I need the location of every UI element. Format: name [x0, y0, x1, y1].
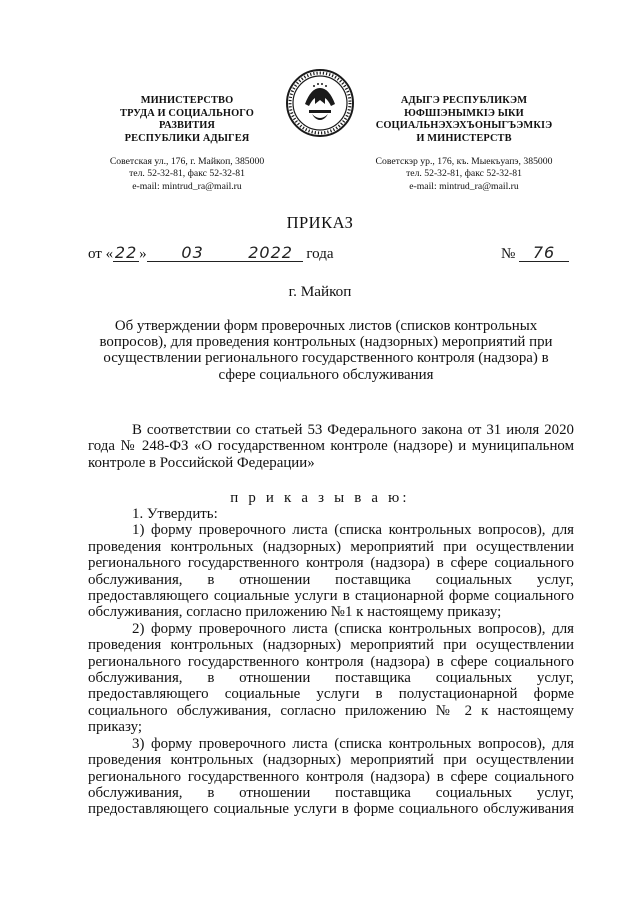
ministry-address-adyghe — [364, 156, 564, 193]
sub-item-line: 1) форму проверочного листа (списка контрольных вопросов), для — [132, 522, 574, 539]
order-directive: п р и к а з ы в а ю: — [230, 490, 410, 506]
org-line: АДЫГЭ РЕСПУБЛИКЭМ — [400, 95, 528, 106]
sub-item-line: предоставляющего социальные услуги в форме социального обслуживания — [88, 801, 574, 818]
org-line: ТРУДА И СОЦИАЛЬНОГО — [120, 107, 254, 119]
sub-item-line: регионального государственного контроля (надзора) в сфере социального — [88, 555, 574, 572]
org-line: РЕСПУБЛИКИ АДЫГЕЯ — [124, 132, 250, 144]
address-line: тел. 52-32-81, факс 52-32-81 — [406, 168, 522, 180]
preamble-line: контроле в Российской Федерации» — [88, 454, 315, 471]
ministry-name-adyghe — [364, 95, 564, 145]
number-prefix: № — [501, 246, 516, 262]
date-mid: » — [139, 246, 147, 262]
address-line: e-mail: mintrud_ra@mail.ru — [409, 180, 519, 192]
preamble-line: В соответствии со статьей 53 Федерального закона от 31 июля 2020 — [132, 422, 574, 438]
date-month: 03 — [147, 244, 239, 262]
sub-item-line: проведения контрольных (надзорных) мероприятий при осуществлении — [88, 637, 574, 654]
sub-item-line: проведения контрольных (надзорных) мероприятий при осуществлении — [88, 752, 574, 769]
sub-item-line: обслуживания, в отношении поставщика социальных услуг, — [88, 784, 574, 801]
sub-item-1 — [88, 522, 574, 620]
sub-item-line: регионального государственного контроля (надзора) в сфере социального — [88, 768, 574, 785]
adygea-coat-of-arms-icon — [285, 68, 355, 138]
org-line: И МИНИСТЕРСТВ — [416, 132, 512, 144]
subject-line: вопросов), для проведения контрольных (надзорных) мероприятий при — [99, 334, 553, 351]
preamble-line: года № 248-ФЗ «О государственном контроле (надзоре) и муниципальном — [88, 438, 574, 455]
address-line: Советская ул., 176, г. Майкоп, 385000 — [109, 156, 265, 167]
sub-item-3 — [88, 736, 574, 818]
sub-item-line: обслуживания, в отношении поставщика социальных услуг, — [88, 571, 574, 588]
order-subject — [78, 318, 574, 383]
subject-line: осуществлении регионального государственного контроля (надзора) в — [103, 350, 549, 367]
sub-item-line: предоставляющего социальные услуги в полустационарной форме — [88, 686, 574, 703]
org-line: ЮФШІЭНЫМКІЭ ЫКИ — [404, 107, 524, 119]
address-line: e-mail: mintrud_ra@mail.ru — [132, 180, 242, 192]
sub-item-line: обслуживания, согласно приложению №1 к настоящему приказу; — [88, 604, 502, 621]
sub-item-line: регионального государственного контроля (надзора) в сфере социального — [88, 653, 574, 670]
sub-item-line: приказу; — [88, 719, 142, 736]
address-line: тел. 52-32-81, факс 52-32-81 — [129, 168, 245, 180]
date-suffix: года — [306, 246, 334, 262]
sub-item-line: 3) форму проверочного листа (списка контрольных вопросов), для — [132, 735, 574, 752]
order-date — [88, 244, 334, 263]
date-year: 2022 — [239, 244, 303, 262]
sub-item-2 — [88, 621, 574, 736]
subject-line: сфере социального обслуживания — [218, 366, 434, 383]
order-items — [88, 506, 574, 818]
document-type-title: ПРИКАЗ — [286, 213, 354, 232]
number-value: 76 — [519, 244, 569, 262]
sub-item-line: проведения контрольных (надзорных) мероприятий при осуществлении — [88, 538, 574, 555]
org-line: РАЗВИТИЯ — [158, 120, 216, 131]
address-line: Советскэр ур., 176, къ. Мыекъуапэ, 385000 — [375, 156, 553, 167]
date-day: 22 — [114, 243, 138, 262]
sub-item-line: обслуживания, в отношении поставщика социальных услуг, — [88, 670, 574, 687]
ministry-name-russian — [92, 95, 282, 145]
city: г. Майкоп — [288, 283, 352, 300]
sub-item-line: социального обслуживания, согласно приложению № 2 к настоящему — [88, 702, 574, 719]
preamble — [88, 422, 574, 471]
org-line: МИНИСТЕРСТВО — [140, 95, 234, 106]
sub-item-line: предоставляющего социальные услуги в стационарной форме социального — [88, 588, 574, 605]
sub-item-line: 2) форму проверочного листа (списка контрольных вопросов), для — [132, 620, 574, 637]
org-line: СОЦИАЛЬНЭХЭХЪОНЫГЪЭМКІЭ — [375, 120, 553, 131]
subject-line: Об утверждении форм проверочных листов (списков контрольных — [114, 318, 538, 334]
item-1-heading: 1. Утвердить: — [132, 506, 218, 522]
ministry-address-russian — [92, 156, 282, 193]
order-number — [501, 244, 569, 263]
date-prefix: от « — [88, 246, 114, 262]
